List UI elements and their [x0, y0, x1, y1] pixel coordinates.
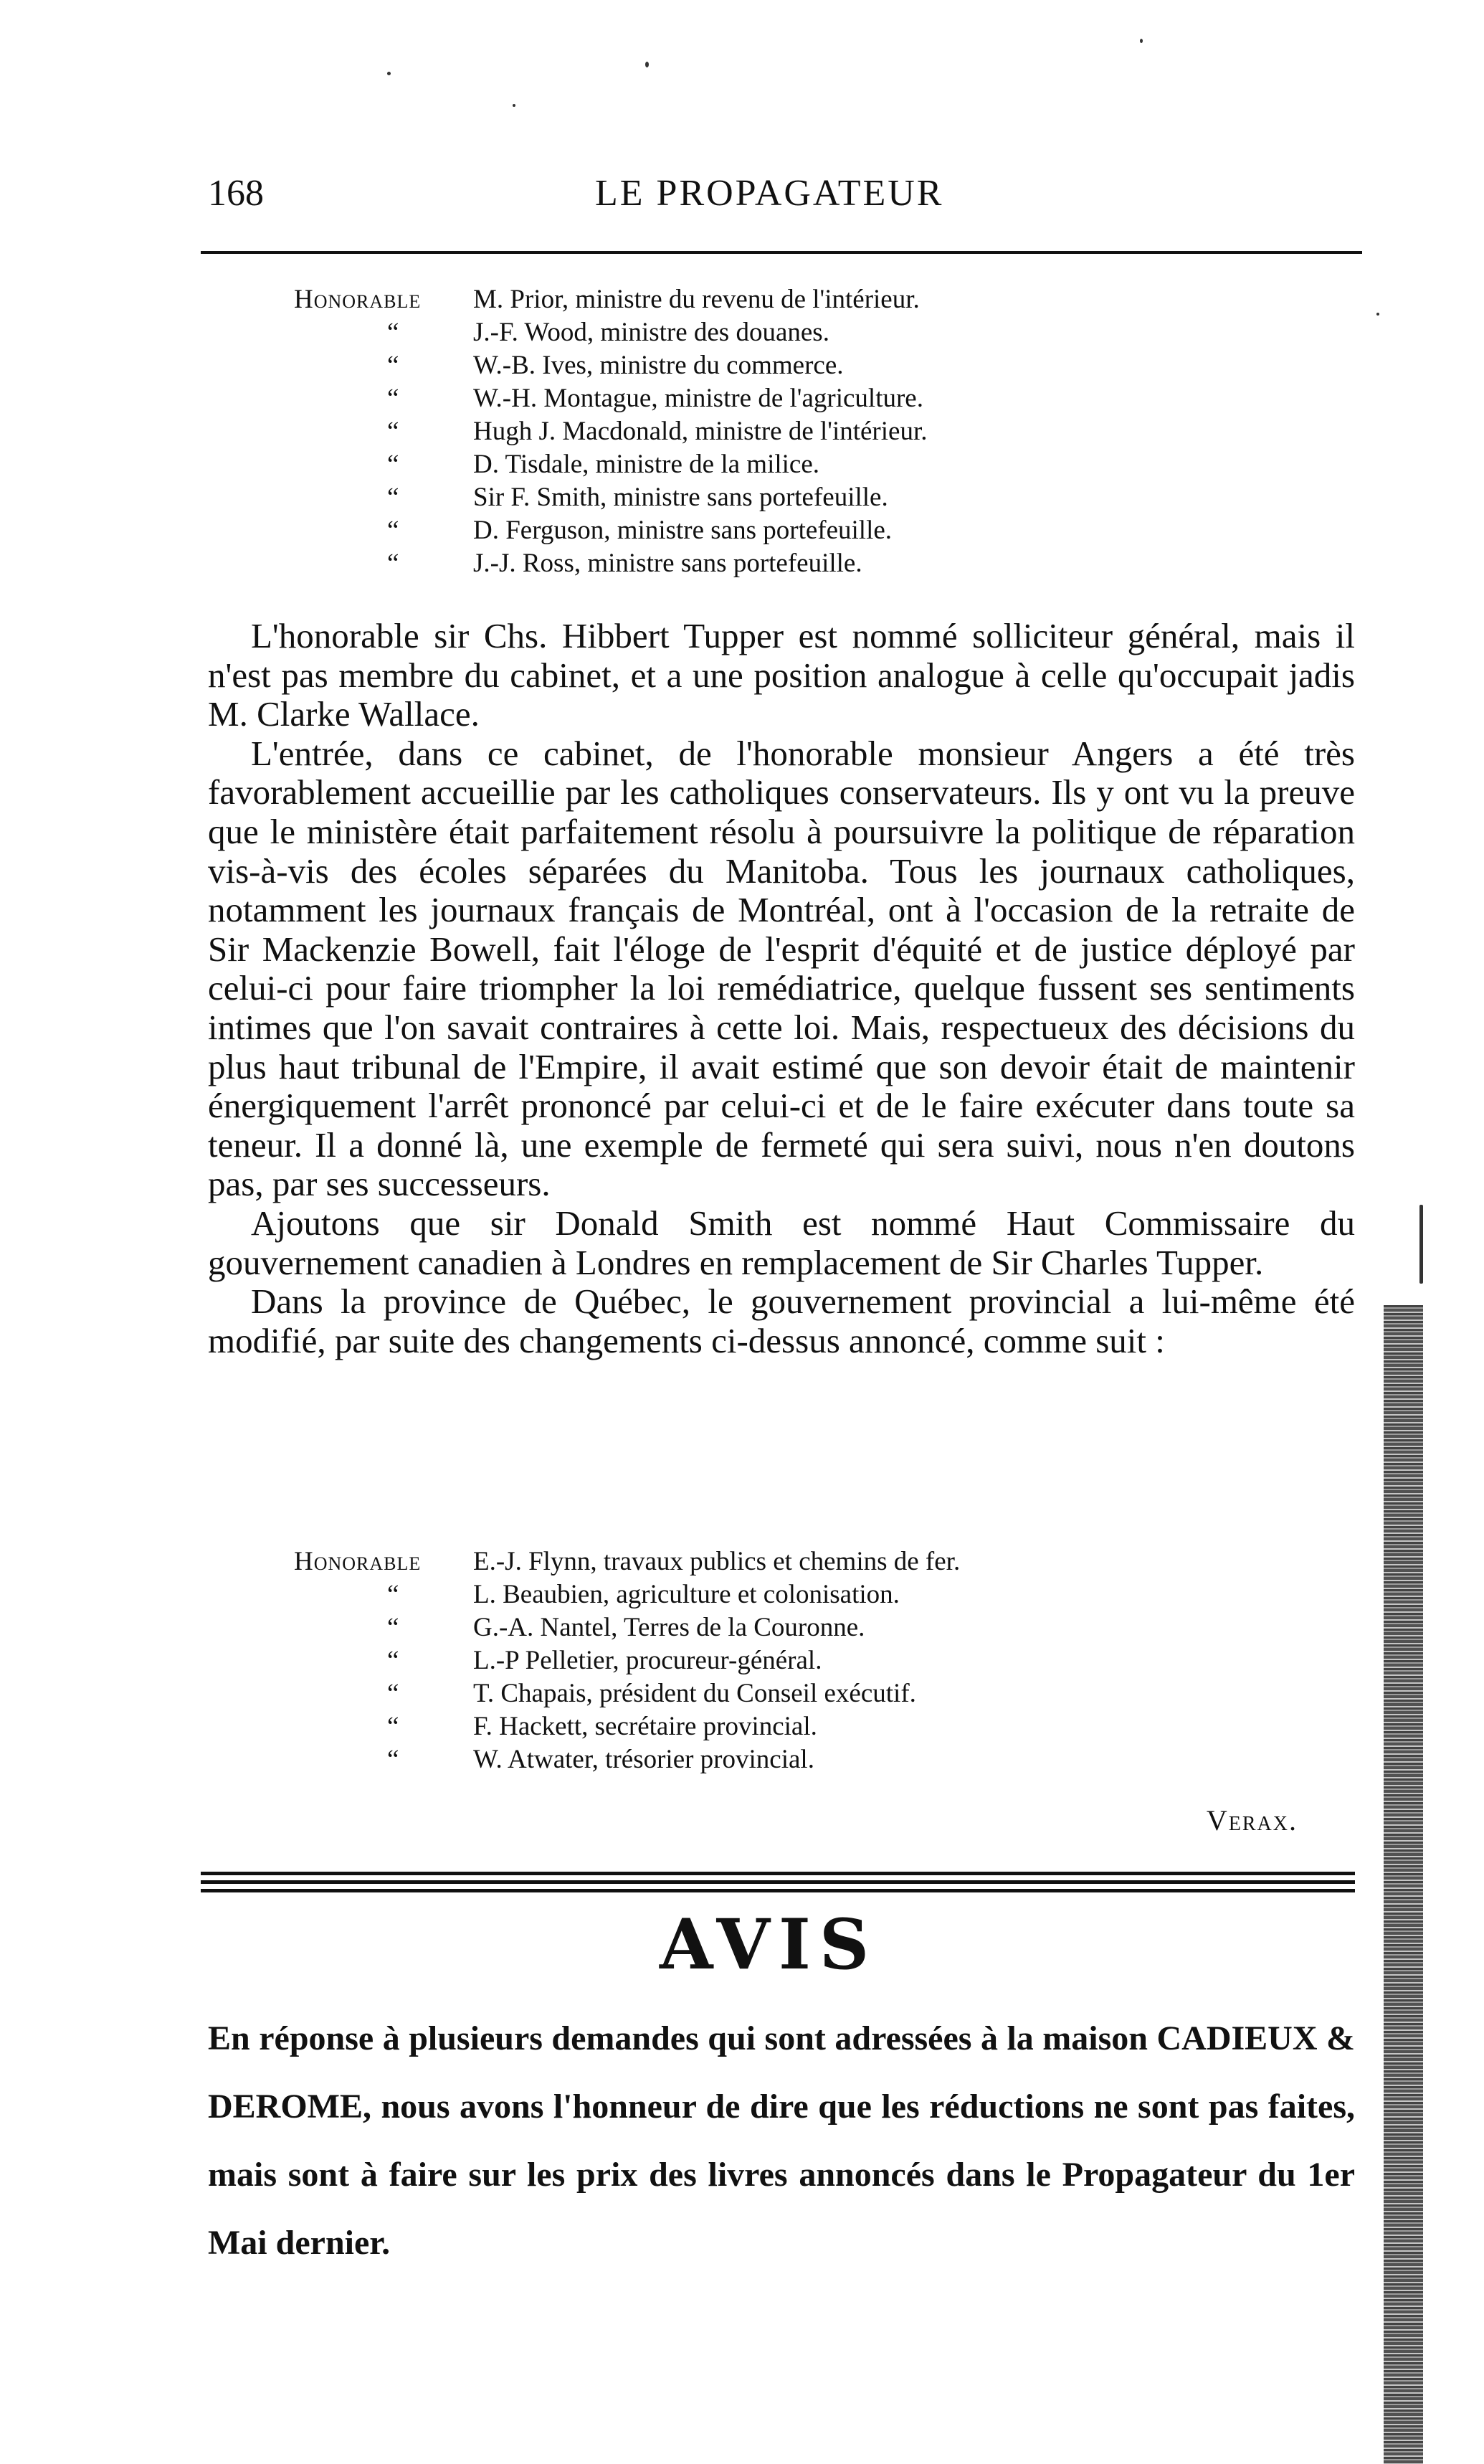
scan-speck: [645, 62, 649, 67]
minister-entry: G.-A. Nantel, Terres de la Couronne.: [473, 1613, 865, 1642]
section-divider: [201, 1872, 1355, 1875]
article-paragraph: L'entrée, dans ce cabinet, de l'honorable monsieur Angers a été très favorablement accueillie par les catholiques conservateurs. Ils y ont vu la preuve que le ministère était parfaitement résolu à poursuivre la politique de réparation vis-à-vis des écoles séparées du Manitoba. Tous les journaux catholiques, notamment les journaux français de Montréal, ont à l'occasion de la retraite de Sir Mackenzie Bowell, fait l'éloge de l'esprit d'équité et de justice déployé par celui-ci pour faire triompher la loi remédiatrice, quelque fussent ses sentiments intimes que l'on savait contraires à cette loi. Mais, respectueux des décisions du plus haut tribunal de l'Empire, il avait estimé que son devoir était de maintenir énergiquement l'arrêt prononcé par celui-ci et de le faire exécuter dans toute sa teneur. Il a donné là, une exemple de fermeté qui sera suivi, nous n'en doutons pas, par ses successeurs.: [208, 733, 1355, 1204]
minister-entry: W.-B. Ives, ministre du commerce.: [473, 351, 844, 380]
scan-edge-shadow: [1384, 1305, 1423, 2464]
ditto-mark: “: [387, 516, 399, 545]
scan-speck: [1140, 39, 1143, 43]
ditto-mark: “: [387, 1580, 399, 1609]
minister-entry: W. Atwater, trésorier provincial.: [473, 1745, 814, 1774]
ditto-mark: “: [387, 1613, 399, 1642]
list-item: [294, 382, 1283, 415]
scan-speck: [1419, 1205, 1423, 1284]
list-item: [294, 547, 1283, 580]
list-item: [294, 1644, 1283, 1677]
list-item: [294, 448, 1283, 481]
article-paragraph: L'honorable sir Chs. Hibbert Tupper est nommé solliciteur général, mais il n'est pas membre du cabinet, et a une position analogue à celle qu'occupait jadis M. Clarke Wallace.: [208, 616, 1355, 734]
minister-entry: T. Chapais, président du Conseil exécutif.: [473, 1679, 916, 1708]
ditto-mark: “: [387, 318, 399, 347]
ditto-mark: “: [387, 450, 399, 479]
minister-entry: Sir F. Smith, ministre sans portefeuille.: [473, 483, 888, 512]
minister-entry: F. Hackett, secrétaire provincial.: [473, 1712, 817, 1741]
list-item: [294, 1677, 1283, 1710]
honorific: Honorable: [294, 1547, 422, 1576]
article-body: [208, 617, 1355, 1360]
minister-entry: M. Prior, ministre du revenu de l'intérieur.: [473, 285, 920, 314]
article-paragraph: Dans la province de Québec, le gouvernement provincial a lui-même été modifié, par suite des changements ci-dessus annoncé, comme suit :: [208, 1281, 1355, 1360]
notice-text: En réponse à plusieurs demandes qui sont adressées à la maison CADIEUX & DEROME, nous avons l'honneur de dire que les réductions ne sont pas faites, mais sont à faire sur les prix des livres annoncés dans le Propagateur du 1er Mai dernier.: [208, 2019, 1355, 2262]
ditto-mark: “: [387, 1745, 399, 1774]
minister-entry: E.-J. Flynn, travaux publics et chemins de fer.: [473, 1547, 961, 1576]
minister-entry: Hugh J. Macdonald, ministre de l'intérieur.: [473, 417, 928, 446]
quebec-cabinet-list: [294, 1545, 1283, 1776]
list-item: [294, 283, 1283, 316]
ditto-mark: “: [387, 1679, 399, 1708]
minister-entry: L.-P Pelletier, procureur-général.: [473, 1646, 822, 1675]
ditto-mark: “: [387, 384, 399, 413]
federal-cabinet-list: [294, 283, 1283, 580]
list-item: [294, 1743, 1283, 1776]
minister-entry: W.-H. Montague, ministre de l'agriculture.: [473, 384, 923, 413]
page-header: [208, 172, 1362, 222]
list-item: [294, 349, 1283, 382]
scan-speck: [387, 72, 391, 75]
notice-title: AVIS: [660, 1904, 878, 1985]
list-item: [294, 1545, 1283, 1578]
minister-entry: L. Beaubien, agriculture et colonisation.: [473, 1580, 900, 1609]
minister-entry: D. Ferguson, ministre sans portefeuille.: [473, 516, 893, 545]
page-number: 168: [208, 173, 264, 214]
minister-entry: J.-F. Wood, ministre des douanes.: [473, 318, 829, 347]
section-divider: [201, 1889, 1355, 1892]
ditto-mark: “: [387, 417, 399, 446]
honorific: Honorable: [294, 285, 422, 314]
list-item: [294, 1611, 1283, 1644]
article-paragraph: Ajoutons que sir Donald Smith est nommé Haut Commissaire du gouvernement canadien à Londres en remplacement de Sir Charles Tupper.: [208, 1203, 1355, 1282]
minister-entry: D. Tisdale, ministre de la milice.: [473, 450, 820, 479]
list-item: [294, 514, 1283, 547]
minister-entry: J.-J. Ross, ministre sans portefeuille.: [473, 549, 862, 578]
scan-speck: [1376, 313, 1379, 316]
scan-speck: [513, 104, 515, 107]
ditto-mark: “: [387, 483, 399, 512]
ditto-mark: “: [387, 1712, 399, 1741]
list-item: [294, 1710, 1283, 1743]
ditto-mark: “: [387, 351, 399, 380]
list-item: [294, 316, 1283, 349]
header-rule: [201, 251, 1362, 254]
ditto-mark: “: [387, 549, 399, 578]
list-item: [294, 1578, 1283, 1611]
ditto-mark: “: [387, 1646, 399, 1675]
list-item: [294, 415, 1283, 448]
author-signature: Verax.: [1206, 1804, 1298, 1837]
list-item: [294, 481, 1283, 514]
running-title: LE PROPAGATEUR: [595, 173, 944, 214]
section-divider: [201, 1880, 1355, 1884]
